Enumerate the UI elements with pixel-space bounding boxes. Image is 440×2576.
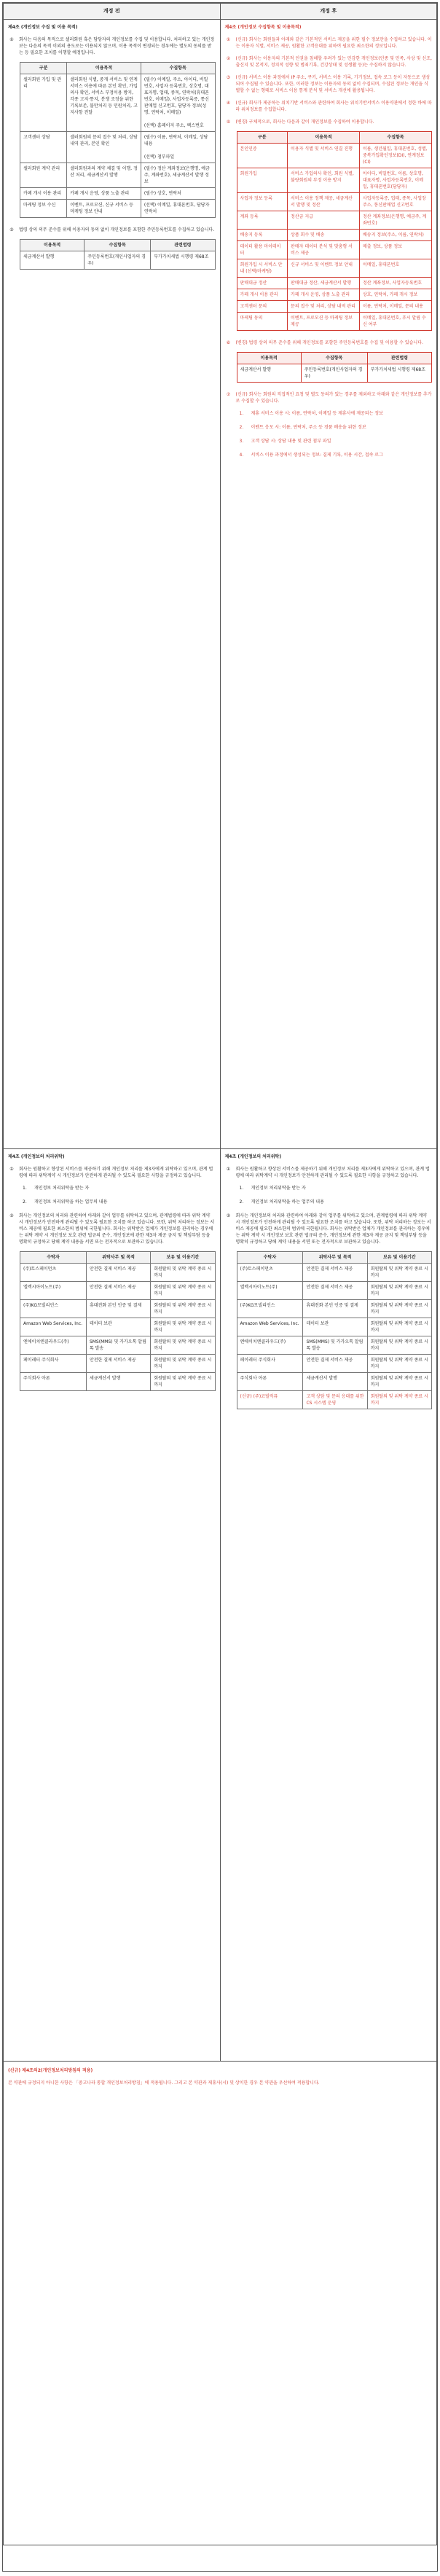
after-article-4-list — [240, 410, 433, 458]
article-5-row — [4, 1149, 437, 2062]
circled-number-2: ② — [9, 1213, 14, 1218]
comparison-header-row — [4, 4, 437, 20]
circled-number-2: ② — [226, 56, 231, 61]
table-row: 마케팅 동의 이벤트, 프로모션 등 마케팅 정보 제공 이메일, 휴대폰번호, 푸시 알림 수신 여부 — [237, 313, 432, 331]
table-row: 주식회사 아론 세금계산서 발행 회원탈퇴 및 위탁 계약 종료 시까지 — [20, 1373, 216, 1391]
table-row: 카페 개시 이용 관리 카페 개시 운영, 상품 노출 관리 상호, 연락처, 카페 개시 정보 — [237, 289, 432, 301]
circled-number-1: ① — [226, 37, 231, 42]
table-row: Amazon Web Services, Inc. 데이터 보관 회원탈퇴 및 위탁 계약 종료 시까지 — [20, 1318, 216, 1336]
comparison-table — [3, 3, 437, 2545]
table-row: 카페 개시 이용 관리 카페 개시 운영, 상품 노출 관리 (필수) 상호, 연락처 — [20, 188, 216, 200]
list-item: 3. 고객 상담 시: 상담 내용 및 관련 첨부 파일 — [239, 439, 331, 444]
document-page — [2, 2, 438, 2572]
table-row: 회원가입 시 서비스 안내 (선택/마케팅) 신규 서비스 및 이벤트 정보 안내 이메일, 휴대폰번호 — [237, 259, 432, 278]
circled-number-2: ② — [9, 227, 14, 232]
before-collection-table: 구분 이용목적 수집항목 셀러회원 가입 및 관리 셀러회원 식별, 중개 서비스 및 연계 서비스 이용에 따른 본인 확인, 가입의사 확인, 서비스 부정이용 방지, 각종 고지·통지, 분쟁 조정을 위한 기록보존, 불만처리 등 민원처리, 고지사항 전달 (필수) 이메일, 주소, 아이디, 비밀번호, 사업자 등록번호, 상호명, 대표자명, 업태, 종목, 연락처(휴대폰번호, 이메일), 사업자등록증, 통신판매업 신고번호, 담당자 정보(성명, 연락처, 이메일) (선택) 홈페이지 주소, 팩스번호 고객센터 상담 셀러회원의 문의 접수 및 처리, 상담 내역 관리, 본인 확인 (필수) 이름, 연락처, 이메일, 상담 내용 (선택) 첨부파일 셀러회원 계약 관리 셀러회원과의 계약 체결 및 이행, 정산 처리, 세금계산서 발행 (필수) 정산 계좌정보(은행명, 예금주, 계좌번호), 세금계산서 발행 정보 카페 개시 이용 관리 카페 개시 운영, 상품 노출 관리 (필수) 상호, 연락처 마케팅 정보 수신 이벤트, 프로모션, 신규 서비스 등 마케팅 정보 안내 (선택) 이메일, 휴대폰번호, 담당자 연락처 — [20, 62, 216, 218]
before-article-4-para-1: ① 회사는 다음의 목적으로 셀러회원 혹은 담당자의 개인정보를 수집 및 이용합니다. 처리하고 있는 개인정보는 다음의 목적 이외의 용도로는 이용되지 않으며, 이용 목적이 변경되는 경우에는 별도의 동의를 받는 등 필요한 조치를 이행할 예정입니다. — [8, 36, 216, 56]
after-article-4-para-4: ④ (신규) 회사가 제공하는 위치기반 서비스와 관련하여 회사는 위치기반서비스 이용약관에서 정한 바에 따라 위치정보를 수집합니다. — [225, 100, 433, 113]
after-article-5 — [220, 1149, 437, 2062]
after-article-4-para-5: ⑤ (변경) 구체적으로, 회사는 다음과 같이 개인정보를 수집하여 이용합니다. — [225, 119, 433, 125]
after-article-5-para-2: ② 회사는 개인정보의 처리와 관련하여 아래와 같이 업무를 위탁하고 있으며, 관계법령에 따라 위탁 계약 시 개인정보가 안전하게 관리될 수 있도록 필요한 조치를 하고 있습니다. 또한, 위탁 처리하는 정보는 서비스 제공에 필요한 최소한의 범위에 국한됩니다. 회사는 위탁받은 업체가 개인정보를 관리하는 경우에는 위탁 계약 시 개인정보 보호 관련 법규의 준수, 개인정보에 관한 제3자 제공 금지 및 책임부담 등을 명확히 규정하고 당해 계약 내용을 서면 또는 전자적으로 보관하고 있습니다. — [225, 1213, 433, 1245]
table-row: 셀러회원 계약 관리 셀러회원과의 계약 체결 및 이행, 정산 처리, 세금계산서 발행 (필수) 정산 계좌정보(은행명, 예금주, 계좌번호), 세금계산서 발행 정보 — [20, 163, 216, 188]
table-row: 회원가입 서비스 가입의사 확인, 회원 식별, 불량회원의 부정 이용 방지 아이디, 비밀번호, 이름, 상호명, 대표자명, 사업자등록번호, 이메일, 휴대폰번호(담당자) — [237, 168, 432, 193]
circled-number-5: ⑤ — [226, 120, 231, 125]
after-article-4-para-6: ⑥ (변경) 법령 상의 의무 준수를 위해 개인정보를 포함한 주민등록번호를 수집 및 이용할 수 있습니다. — [225, 340, 433, 346]
table-row: 세금계산서 발행 주민등록번호(개인사업자의 경우) 부가가치세법 시행령 제68조 — [237, 364, 432, 383]
after-article-4-title: 제4조 (개인정보 수집항목 및 이용목적) — [224, 25, 302, 30]
after-article-5-title: 제4조 (개인정보의 처리위탁) — [224, 1154, 282, 1159]
after-article-4-para-2: ② (신규) 회사는 이용자의 기본적 인권을 침해할 우려가 있는 민감한 개인정보(인종 및 민족, 사상 및 신조, 출신지 및 본적지, 정치적 성향 및 범죄기록, 건강상태 및 성생활 등)는 수집하지 않습니다. — [225, 55, 433, 68]
after-article-4-para-7: ⑦ (신규) 회사는 회원의 직접적인 요청 및 별도 동의가 있는 경우를 제외하고 아래와 같은 개인정보를 추가로 수집할 수 있습니다. — [225, 391, 433, 404]
circled-number-1: ① — [9, 1167, 14, 1172]
before-article-5-title: 제4조 (개인정보의 처리위탁) — [8, 1154, 65, 1159]
circled-number-4: ④ — [226, 101, 231, 106]
table-row: 고객센터 상담 셀러회원의 문의 접수 및 처리, 상담 내역 관리, 본인 확인 (필수) 이름, 연락처, 이메일, 상담 내용 (선택) 첨부파일 — [20, 132, 216, 163]
list-item: 2. 이벤트 응모 시: 이름, 연락처, 주소 등 경품 배송을 위한 정보 — [239, 425, 366, 430]
table-row: 세금계산서 발행 주민등록번호(개인사업자의 경우) 부가가치세법 시행령 제68조 — [20, 251, 216, 270]
table-row: (주)토스페이먼츠 안전한 결제 서비스 제공 회원탈퇴 및 위탁 계약 종료 시까지 — [20, 1264, 216, 1282]
header-after: 개정 후 — [220, 4, 437, 20]
new-article-body: 본 약관에 규정되지 아니한 사항은 「중고나라 통합 개인정보처리방침」에 적용됩니다. 그리고 본 약관과 제휴사(시) 및 상이한 경우 본 약관을 우선하여 적용합니다. — [8, 2080, 320, 2086]
header-before: 개정 전 — [4, 4, 221, 20]
circled-number-3: ③ — [226, 75, 231, 80]
list-item: 1. 개인정보 처리위탁을 받는 자 — [239, 1186, 306, 1191]
table-row: 셀러회원 가입 및 관리 셀러회원 식별, 중개 서비스 및 연계 서비스 이용에 따른 본인 확인, 가입의사 확인, 서비스 부정이용 방지, 각종 고지·통지, 분쟁 조정을 위한 기록보존, 불만처리 등 민원처리, 고지사항 전달 (필수) 이메일, 주소, 아이디, 비밀번호, 사업자 등록번호, 상호명, 대표자명, 업태, 종목, 연락처(휴대폰번호, 이메일), 사업자등록증, 통신판매업 신고번호, 담당자 정보(성명, 연락처, 이메일) (선택) 홈페이지 주소, 팩스번호 — [20, 74, 216, 132]
before-article-5-list — [23, 1185, 216, 1205]
table-row: 본인인증 이용자 식별 및 서비스 연결 진행 이름, 생년월일, 휴대폰번호, 성별, 중복가입확인정보(DI), 연계정보(CI) — [237, 144, 432, 168]
before-article-5-para-2: ② 회사는 개인정보의 처리와 관련하여 아래와 같이 업무를 위탁하고 있으며, 관계법령에 따라 위탁 계약 시 개인정보가 안전하게 관리될 수 있도록 필요한 조치를 하고 있습니다. 또한, 위탁 처리하는 정보는 서비스 제공에 필요한 최소한의 범위에 국한됩니다. 회사는 위탁받은 업체가 개인정보를 관리하는 경우에는 위탁 계약 시 개인정보 보호 관련 법규의 준수, 개인정보에 관한 제3자 제공 금지 및 책임부담 등을 명확히 규정하고 당해 계약 내용을 서면 또는 전자적으로 보관하고 있습니다. — [8, 1213, 216, 1245]
list-item: 4. 서비스 이용 과정에서 생성되는 정보: 결제 기록, 이용 시간, 접속 로그 — [239, 453, 383, 458]
table-row: 주식회사 아론 세금계산서 발행 회원탈퇴 및 위탁 계약 종료 시까지 — [237, 1373, 432, 1391]
table-row: 판매대금 정산 판매대금 정산, 세금계산서 발행 정산 계좌정보, 사업자등록번호 — [237, 278, 432, 289]
before-consignee-table: 수탁자 위탁사무 및 목적 보유 및 이용기간 (주)토스페이먼츠 안전한 결제 서비스 제공 회원탈퇴 및 위탁 계약 종료 시까지 엘렉시아이노트(주) 안전한 결제 서비스 제공 회원탈퇴 및 위탁 계약 종료 시까지 (주)KG모빌리언스 휴대전화 본인 인증 및 결제 회원탈퇴 및 위탁 계약 종료 시까지 Amazon Web Services, Inc. 데이터 보관 회원탈퇴 및 위탁 계약 종료 시까지 엔에이치엔클라우드(주) SMS(MMS) 및 카카오톡 알림톡 발송 회원탈퇴 및 위탁 계약 종료 시까지 페이레터 주식회사 안전한 결제 서비스 제공 회원탈퇴 및 위탁 계약 종료 시까지 주식회사 아론 세금계산서 발행 회원탈퇴 및 위탁 계약 종료 시까지 — [20, 1251, 216, 1391]
circled-number-2: ② — [226, 1213, 231, 1218]
after-collection-table: 구분 이용목적 수집항목 본인인증 이용자 식별 및 서비스 연결 진행 이름, 생년월일, 휴대폰번호, 성별, 중복가입확인정보(DI), 연계정보(CI) 회원가입 서비스 가입의사 확인, 회원 식별, 불량회원의 부정 이용 방지 아이디, 비밀번호, 이름, 상호명, 대표자명, 사업자등록번호, 이메일, 휴대폰번호(담당자) 사업자 정보 등록 서비스 이용 정책 제공, 세금계산서 발행 및 정산 사업자등록증, 업태, 종목, 사업장 주소, 통신판매업 신고번호 계좌 등록 정산금 지급 정산 계좌정보(은행명, 예금주, 계좌번호) 배송지 등록 상품 회수 및 배송 배송지 정보(주소, 이름, 연락처) 데이터 활용 마이데이터 판매자 데이터 분석 및 맞춤형 서비스 제공 매출 정보, 상품 정보 회원가입 시 서비스 안내 (선택/마케팅) 신규 서비스 및 이벤트 정보 안내 이메일, 휴대폰번호 판매대금 정산 판매대금 정산, 세금계산서 발행 정산 계좌정보, 사업자등록번호 카페 개시 이용 관리 카페 개시 운영, 상품 노출 관리 상호, 연락처, 카페 개시 정보 고객센터 문의 문의 접수 및 처리, 상담 내역 관리 이름, 연락처, 이메일, 문의 내용 마케팅 동의 이벤트, 프로모션 등 마케팅 정보 제공 이메일, 휴대폰번호, 푸시 알림 수신 여부 — [237, 131, 433, 331]
table-row: Amazon Web Services, Inc. 데이터 보관 회원탈퇴 및 위탁 계약 종료 시까지 — [237, 1318, 432, 1336]
circled-number-1: ① — [226, 1167, 231, 1172]
circled-number-1: ① — [9, 37, 14, 42]
list-item: 2. 개인정보 처리위탁을 하는 업무의 내용 — [239, 1199, 324, 1205]
new-article-cell — [4, 2062, 437, 2545]
table-row: 페이레터 주식회사 안전한 결제 서비스 제공 회원탈퇴 및 위탁 계약 종료 시까지 — [237, 1355, 432, 1373]
table-row: 페이레터 주식회사 안전한 결제 서비스 제공 회원탈퇴 및 위탁 계약 종료 시까지 — [20, 1355, 216, 1373]
before-legal-table: 이용목적 수집항목 관련법령 세금계산서 발행 주민등록번호(개인사업자의 경우) 부가가치세법 시행령 제68조 — [20, 239, 216, 270]
table-row: 마케팅 정보 수신 이벤트, 프로모션, 신규 서비스 등 마케팅 정보 안내 (선택) 이메일, 휴대폰번호, 담당자 연락처 — [20, 200, 216, 218]
table-row: 엔에이치엔클라우드(주) SMS(MMS) 및 카카오톡 알림톡 발송 회원탈퇴 및 위탁 계약 종료 시까지 — [237, 1336, 432, 1355]
new-article-title: (신규) 제4조의2(개인정보처리방침의 적용) — [8, 2068, 93, 2073]
article-4-2-row — [4, 2062, 437, 2545]
circled-number-6: ⑥ — [226, 340, 231, 345]
after-article-5-para-1: ① 회사는 원활하고 향상된 서비스를 제공하기 위해 개인정보 처리를 제3자에게 위탁하고 있으며, 관계 법령에 따라 위탁계약 시 개인정보가 안전하게 관리될 수 있도록 필요한 사항을 규정하고 있습니다. — [225, 1166, 433, 1179]
before-article-4-para-2: ② 법령 상의 의무 준수를 위해 이용자의 동의 없이 개인정보를 포함한 주민등록번호를 수집하고 있습니다. — [8, 227, 216, 233]
after-legal-table: 이용목적 수집항목 관련법령 세금계산서 발행 주민등록번호(개인사업자의 경우) 부가가치세법 시행령 제68조 — [237, 352, 433, 383]
new-table-row: (신규) (주)코빌럭퓨 고객 상담 및 문의 응대를 위한 CS 시스템 운영 회원탈퇴 및 위탁 계약 종료 시까지 — [237, 1391, 432, 1409]
article-4-row — [4, 20, 437, 1149]
before-article-5 — [4, 1149, 221, 2062]
table-row: 데이터 활용 마이데이터 판매자 데이터 분석 및 맞춤형 서비스 제공 매출 정보, 상품 정보 — [237, 241, 432, 259]
table-row: 배송지 등록 상품 회수 및 배송 배송지 정보(주소, 이름, 연락처) — [237, 230, 432, 241]
table-row: (주)KG모빌리언스 휴대전화 본인 인증 및 결제 회원탈퇴 및 위탁 계약 종료 시까지 — [237, 1300, 432, 1318]
after-article-4-para-3: ③ (신규) 서비스 이용 과정에서 IP 주소, 쿠키, 서비스 이용 기록, 기기정보, 접속 로그 등이 자동으로 생성되어 수집될 수 있습니다. 또한, 이러한 정보는 이용자의 동의 없이 수집되며, 수집된 정보는 개인을 식별할 수 없는 형태로 서비스 이용 통계 분석 및 서비스 개선에 활용됩니다. — [225, 74, 433, 94]
table-row: 엘렉시아이노트(주) 안전한 결제 서비스 제공 회원탈퇴 및 위탁 계약 종료 시까지 — [20, 1282, 216, 1300]
table-row: 계좌 등록 정산금 지급 정산 계좌정보(은행명, 예금주, 계좌번호) — [237, 211, 432, 230]
after-article-4-para-1: ① (신규) 회사는 회원들과 아래와 같은 기본적인 서비스 제공을 위한 필수 정보만을 수집하고 있습니다. 이는 이용자 식별, 서비스 제공, 원활한 고객응대를 위하여 필요한 최소한의 정보입니다. — [225, 36, 433, 50]
table-row: 사업자 정보 등록 서비스 이용 정책 제공, 세금계산서 발행 및 정산 사업자등록증, 업태, 종목, 사업장 주소, 통신판매업 신고번호 — [237, 193, 432, 211]
list-item: 1. 개인정보 처리위탁을 받는 자 — [23, 1186, 90, 1191]
circled-number-7: ⑦ — [226, 392, 231, 397]
after-article-5-list — [240, 1185, 433, 1205]
after-article-4 — [220, 20, 437, 1149]
list-item: 1. 제휴 서비스 이용 시: 이름, 연락처, 이메일 등 제휴사에 제공되는 정보 — [239, 411, 383, 416]
table-row: 엔에이치엔클라우드(주) SMS(MMS) 및 카카오톡 알림톡 발송 회원탈퇴 및 위탁 계약 종료 시까지 — [20, 1336, 216, 1355]
after-consignee-table: 수탁자 위탁사무 및 목적 보유 및 이용기간 (주)토스페이먼츠 안전한 결제 서비스 제공 회원탈퇴 및 위탁 계약 종료 시까지 엘렉시아이노트(주) 안전한 결제 서비스 제공 회원탈퇴 및 위탁 계약 종료 시까지 (주)KG모빌리언스 휴대전화 본인 인증 및 결제 회원탈퇴 및 위탁 계약 종료 시까지 Amazon Web Services, Inc. 데이터 보관 회원탈퇴 및 위탁 계약 종료 시까지 엔에이치엔클라우드(주) SMS(MMS) 및 카카오톡 알림톡 발송 회원탈퇴 및 위탁 계약 종료 시까지 페이레터 주식회사 안전한 결제 서비스 제공 회원탈퇴 및 위탁 계약 종료 시까지 주식회사 아론 세금계산서 발행 회원탈퇴 및 위탁 계약 종료 시까지 (신규) (주)코빌럭퓨 고객 상담 및 문의 응대를 위한 CS 시스템 운영 회원탈퇴 및 위탁 계약 종료 시까지 — [237, 1251, 433, 1409]
before-article-4 — [4, 20, 221, 1149]
table-row: (주)KG모빌리언스 휴대전화 본인 인증 및 결제 회원탈퇴 및 위탁 계약 종료 시까지 — [20, 1300, 216, 1318]
table-row: 엘렉시아이노트(주) 안전한 결제 서비스 제공 회원탈퇴 및 위탁 계약 종료 시까지 — [237, 1282, 432, 1300]
list-item: 2. 개인정보 처리위탁을 하는 업무의 내용 — [23, 1199, 108, 1205]
before-article-5-para-1: ① 회사는 원활하고 향상된 서비스를 제공하기 위해 개인정보 처리를 제3자에게 위탁하고 있으며, 관계 법령에 따라 위탁계약 시 개인정보가 안전하게 관리될 수 있도록 필요한 사항을 규정하고 있습니다. — [8, 1166, 216, 1179]
table-row: 고객센터 문의 문의 접수 및 처리, 상담 내역 관리 이름, 연락처, 이메일, 문의 내용 — [237, 301, 432, 313]
before-article-4-title: 제4조 (개인정보 수집 및 이용 목적) — [8, 25, 78, 30]
table-row: (주)토스페이먼츠 안전한 결제 서비스 제공 회원탈퇴 및 위탁 계약 종료 시까지 — [237, 1264, 432, 1282]
